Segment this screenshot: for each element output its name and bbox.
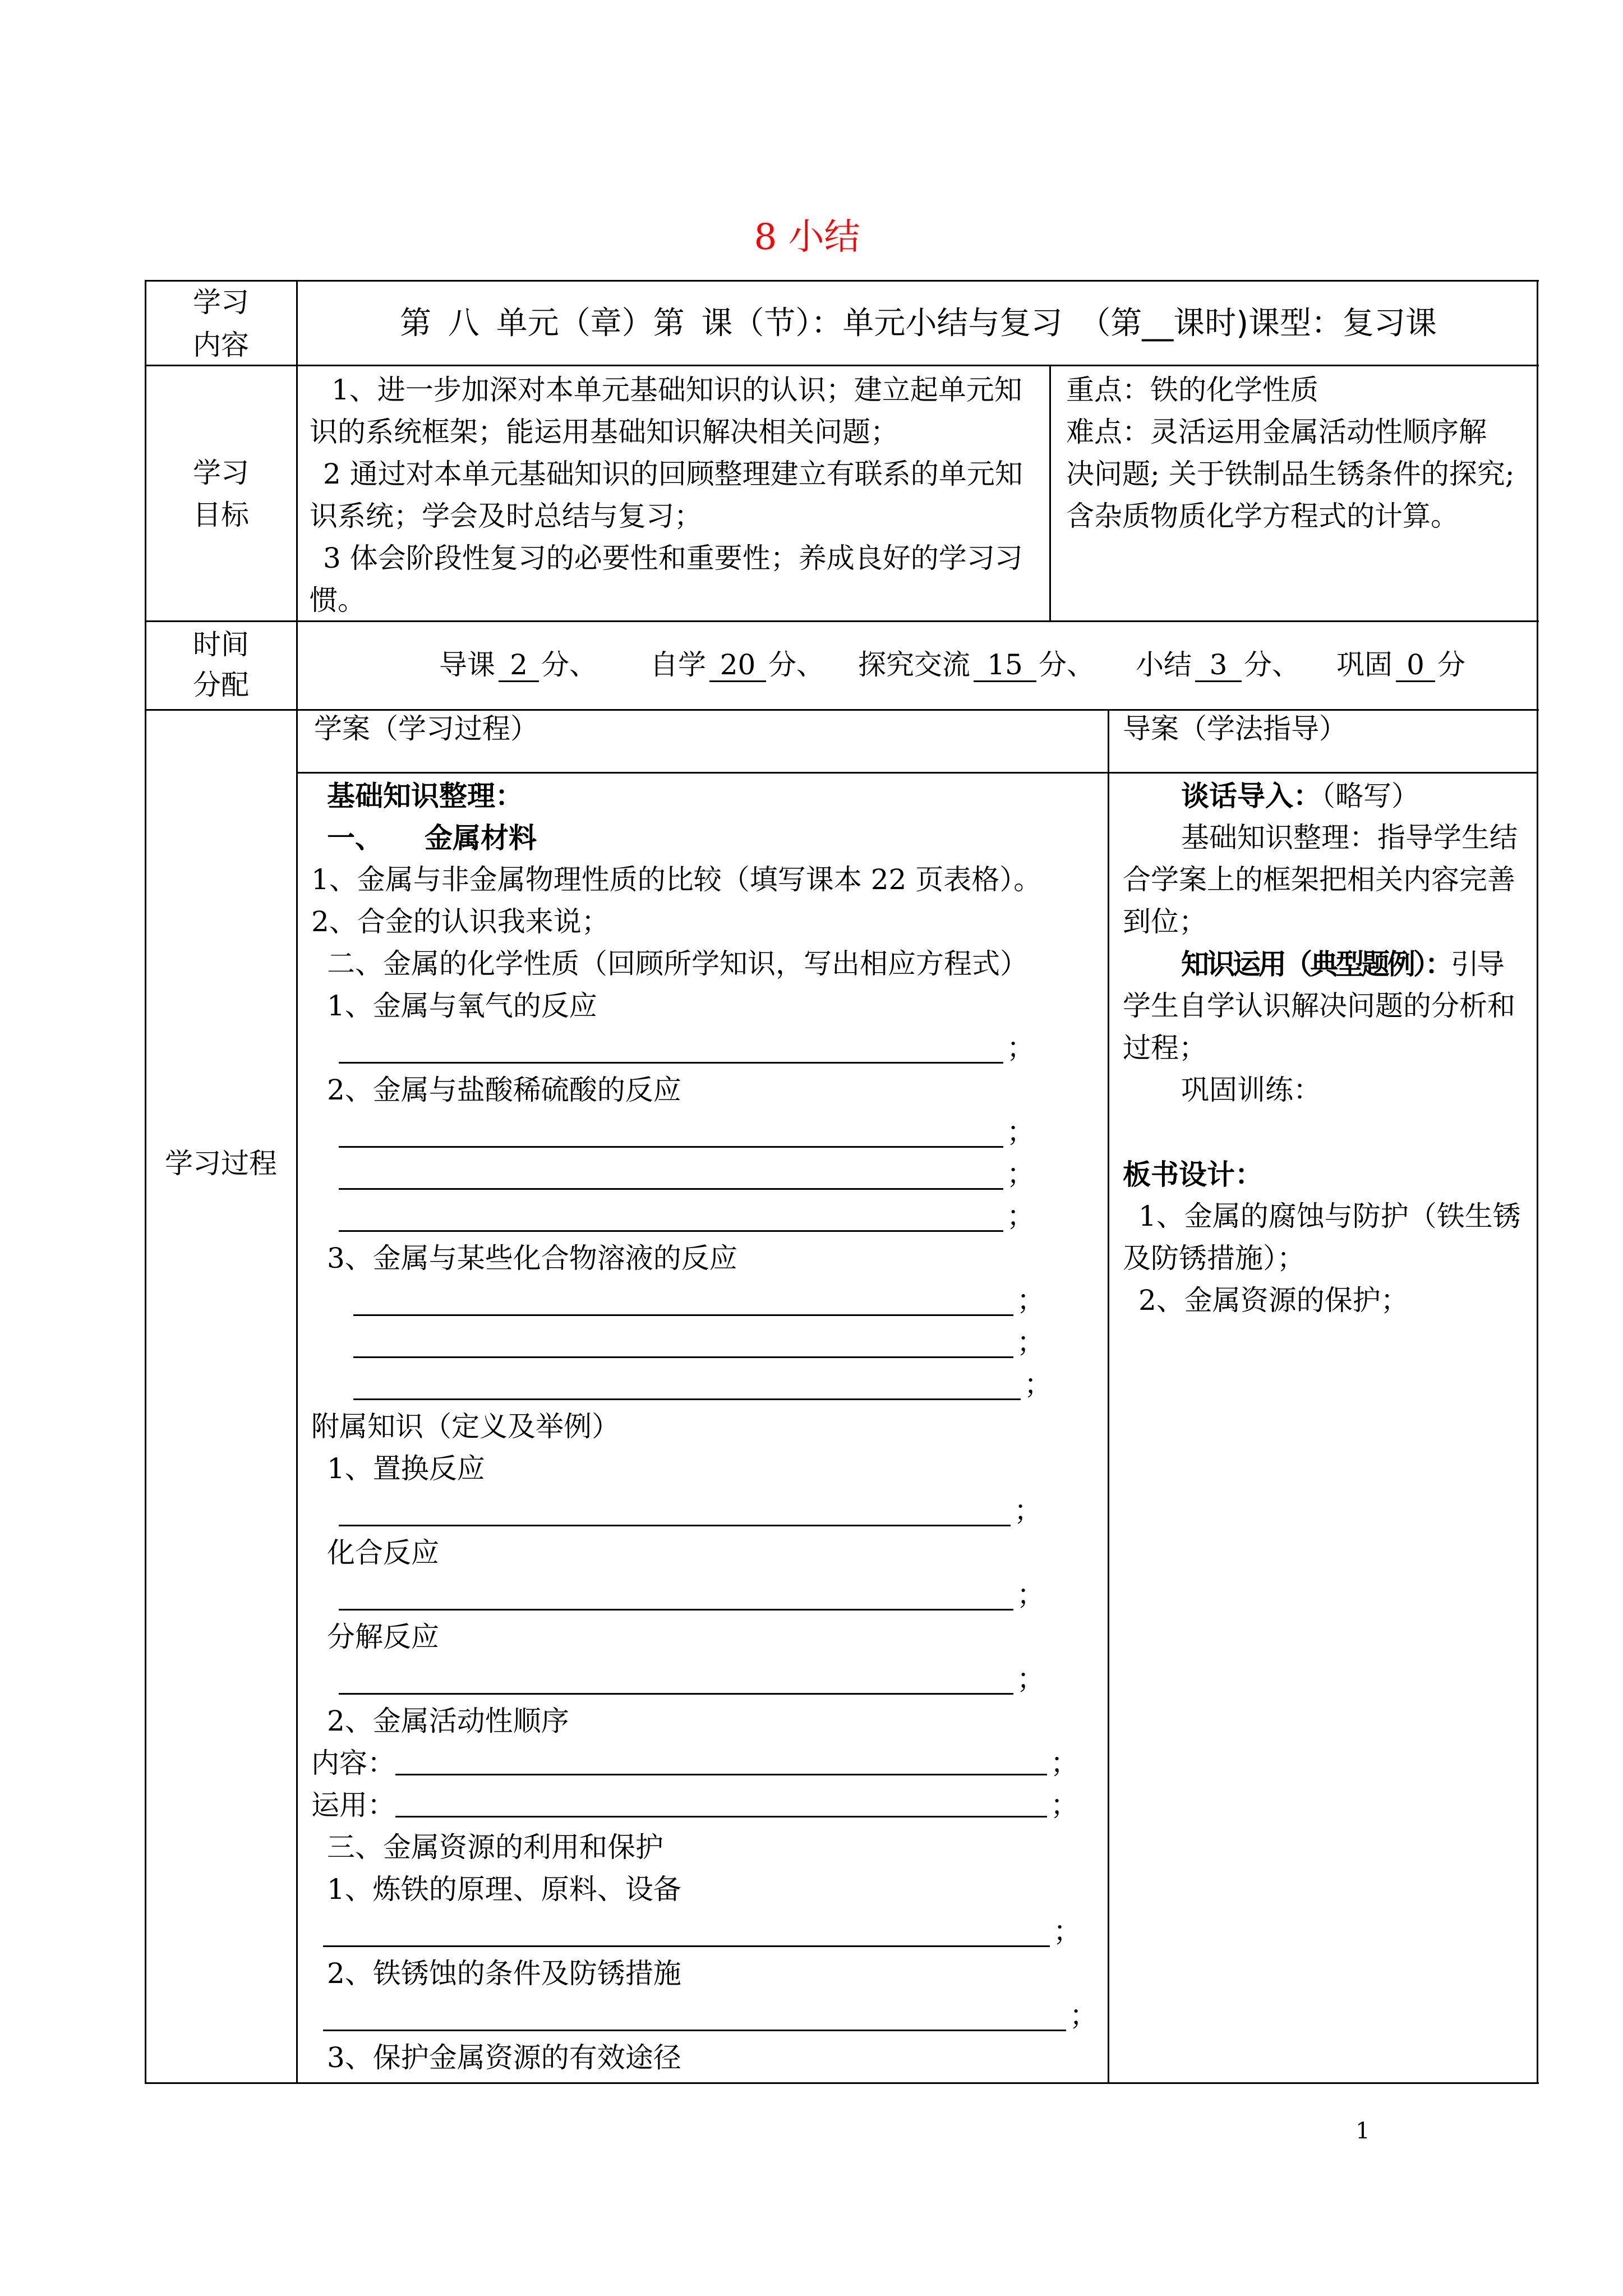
guide-header: 导案（学法指导）	[1123, 712, 1347, 745]
page-title: 8 小结	[754, 217, 860, 258]
focus-line: 难点：灵活运用金属活动性顺序解	[1066, 416, 1487, 448]
study-plan-heading: 基础知识整理：	[327, 779, 523, 812]
answer-terminator: ；	[1007, 1032, 1035, 1064]
guide-line	[1108, 775, 1537, 817]
answer-terminator: ；	[1007, 1200, 1035, 1232]
guide-line: 2、金属资源的保护；	[1138, 1284, 1409, 1317]
guide-line: 1、金属的腐蚀与防护（铁生锈	[1138, 1200, 1521, 1232]
time-item-minutes: 20	[709, 649, 766, 682]
study-plan-line: 三、金属资源的利用和保护	[327, 1831, 663, 1864]
answer-prompt: 内容：	[311, 1747, 395, 1779]
time-item-label: 导课	[439, 648, 495, 681]
answer-line	[297, 1364, 1108, 1406]
study-plan-line: 附属知识（定义及举例）	[311, 1410, 620, 1443]
guide-line	[1108, 943, 1537, 985]
study-plan-section-heading	[297, 817, 1108, 859]
study-plan-line: 二、金属的化学性质（回顾所学知识，写出相应方程式）	[327, 947, 1028, 980]
process-header-divider	[297, 772, 1538, 774]
answer-terminator: ；	[1050, 1747, 1078, 1779]
study-plan-line: 2、金属与盐酸稀硫酸的反应	[327, 1074, 681, 1106]
section-title: 金属材料	[425, 821, 537, 854]
page-number: 1	[1355, 2118, 1370, 2144]
answer-underline	[395, 1816, 1047, 1818]
answer-line	[297, 1658, 1108, 1700]
lesson-content-text: 第 八 单元（章）第 课（节）：单元小结与复习 （第__课时)课型：复习课	[400, 305, 1437, 342]
answer-line	[297, 1911, 1108, 1953]
answer-line	[297, 1322, 1108, 1364]
row-divider-content-goals	[145, 365, 1539, 366]
guide-column	[1108, 775, 1537, 1322]
row-label-content-line1: 学习	[193, 286, 249, 319]
guide-line: 及防锈措施）；	[1123, 1242, 1305, 1274]
study-plan-line: 3、金属与某些化合物溶液的反应	[327, 1242, 737, 1274]
row-label-time-line2: 分配	[193, 669, 249, 701]
study-plan-line: 1、金属与氧气的反应	[327, 990, 597, 1022]
guide-line: 基础知识整理：指导学生结	[1181, 821, 1518, 854]
table-border-left	[145, 280, 146, 2084]
answer-prompt: 运用：	[311, 1789, 395, 1821]
answer-underline	[353, 1356, 1013, 1358]
answer-terminator: ；	[1007, 1116, 1035, 1148]
time-item-minutes: 15	[974, 649, 1036, 682]
table-border-bottom	[145, 2082, 1539, 2084]
study-plan-header: 学案（学习过程）	[314, 712, 538, 745]
answer-underline	[339, 1188, 1003, 1190]
guide-line: 巩固训练：	[1181, 1074, 1321, 1106]
guide-line: 过程；	[1123, 1032, 1207, 1064]
focus-line: 重点：铁的化学性质	[1066, 374, 1318, 406]
row-label-goals-line2: 目标	[193, 499, 249, 531]
row-label-goals-line1: 学习	[193, 457, 249, 489]
time-item-minutes: 2	[499, 649, 539, 682]
answer-underline	[339, 1230, 1003, 1232]
study-plan-line: 分解反应	[327, 1621, 439, 1653]
row-label-process: 学习过程	[165, 1147, 277, 1180]
answer-line	[297, 1195, 1108, 1237]
row-label-time-line1: 时间	[193, 628, 249, 661]
answer-terminator: ；	[1014, 1494, 1042, 1527]
time-item-unit: 分、	[1039, 648, 1095, 681]
study-plan-line: 2、金属活动性顺序	[327, 1705, 569, 1737]
focus-line: 含杂质物质化学方程式的计算。	[1066, 500, 1459, 532]
time-item-minutes: 3	[1195, 649, 1242, 682]
answer-line	[297, 1490, 1108, 1532]
objective-line: 识系统；学会及时总结与复习；	[310, 500, 702, 532]
guide-lead: 知识运用（典型题例）：	[1181, 947, 1451, 981]
answer-terminator: ；	[1017, 1663, 1045, 1695]
answer-terminator: ；	[1053, 1915, 1081, 1948]
objective-line: 惯。	[310, 584, 366, 616]
guide-line: 到位；	[1123, 905, 1207, 938]
time-item-label: 探究交流	[858, 648, 970, 681]
answer-terminator: ；	[1069, 1999, 1098, 2032]
answer-line	[297, 1784, 1108, 1826]
time-item-unit: 分、	[541, 648, 597, 681]
answer-underline	[339, 1609, 1013, 1611]
answer-underline	[323, 2030, 1066, 2031]
answer-terminator: ；	[1017, 1284, 1045, 1317]
answer-line	[297, 1111, 1108, 1153]
guide-text: 引导	[1451, 948, 1502, 981]
study-plan-line: 1、置换反应	[327, 1452, 485, 1485]
study-plan-line: 3、保护金属资源的有效途径	[327, 2041, 681, 2074]
answer-underline	[395, 1774, 1047, 1775]
answer-line	[297, 1280, 1108, 1322]
study-plan-line: 2、铁锈蚀的条件及防锈措施	[327, 1957, 681, 1990]
guide-text: （略写）	[1321, 780, 1419, 812]
answer-line	[297, 1153, 1108, 1195]
time-item-unit: 分	[1437, 648, 1465, 681]
guide-lead: 谈话导入：	[1181, 779, 1321, 812]
focus-line: 决问题; 关于铁制品生锈条件的探究;	[1066, 458, 1515, 490]
guide-line: 学生自学认识解决问题的分析和	[1123, 990, 1515, 1022]
focus-column	[1050, 369, 1537, 537]
answer-line	[297, 1742, 1108, 1784]
time-item-intro	[439, 644, 597, 686]
time-item-unit: 分、	[1244, 648, 1300, 681]
board-design-heading: 板书设计：	[1123, 1158, 1263, 1191]
answer-underline	[339, 1146, 1003, 1148]
guide-line: 合学案上的框架把相关内容完善	[1123, 863, 1515, 896]
objective-line: 识的系统框架；能运用基础知识解决相关问题；	[310, 416, 898, 448]
time-item-unit: 分、	[768, 648, 824, 681]
answer-terminator: ；	[1017, 1579, 1045, 1611]
time-item-label: 小结	[1136, 648, 1192, 681]
study-plan-column	[297, 775, 1108, 2079]
study-plan-line: 2、合金的认识我来说；	[311, 905, 610, 938]
time-item-inquiry	[858, 644, 1095, 686]
answer-terminator: ；	[1017, 1326, 1045, 1359]
answer-terminator: ；	[1007, 1158, 1035, 1190]
row-label-content-line2: 内容	[193, 329, 249, 361]
objective-line: 2 通过对本单元基础知识的回顾整理建立有联系的单元知	[323, 458, 1023, 490]
time-item-label: 自学	[650, 648, 706, 681]
answer-underline	[323, 1945, 1050, 1947]
objective-line: 1、进一步加深对本单元基础知识的认识；建立起单元知	[331, 374, 1022, 406]
section-number: 一、	[327, 821, 383, 854]
objectives-column	[297, 369, 1050, 622]
answer-line	[297, 1027, 1108, 1069]
answer-terminator: ；	[1024, 1368, 1052, 1401]
study-plan-line: 1、炼铁的原理、原料、设备	[327, 1873, 681, 1906]
table-border-top	[145, 280, 1539, 282]
answer-underline	[339, 1062, 1003, 1064]
time-item-consolidation	[1336, 644, 1465, 686]
objective-line: 3 体会阶段性复习的必要性和重要性；养成良好的学习习	[323, 542, 1023, 574]
answer-underline	[353, 1398, 1021, 1400]
answer-line	[297, 1995, 1108, 2037]
answer-underline	[339, 1525, 1011, 1526]
answer-underline	[353, 1314, 1013, 1316]
answer-terminator: ；	[1050, 1789, 1078, 1821]
time-item-label: 巩固	[1336, 648, 1393, 681]
study-plan-line: 1、金属与非金属物理性质的比较（填写课本 22 页表格）。	[311, 863, 1042, 896]
time-item-summary	[1136, 644, 1300, 686]
answer-underline	[339, 1693, 1013, 1695]
time-item-minutes: 0	[1396, 649, 1435, 682]
guide-spacer	[1108, 1111, 1537, 1153]
answer-line	[297, 1574, 1108, 1616]
study-plan-line: 化合反应	[327, 1536, 439, 1569]
time-item-self-study	[650, 644, 824, 686]
